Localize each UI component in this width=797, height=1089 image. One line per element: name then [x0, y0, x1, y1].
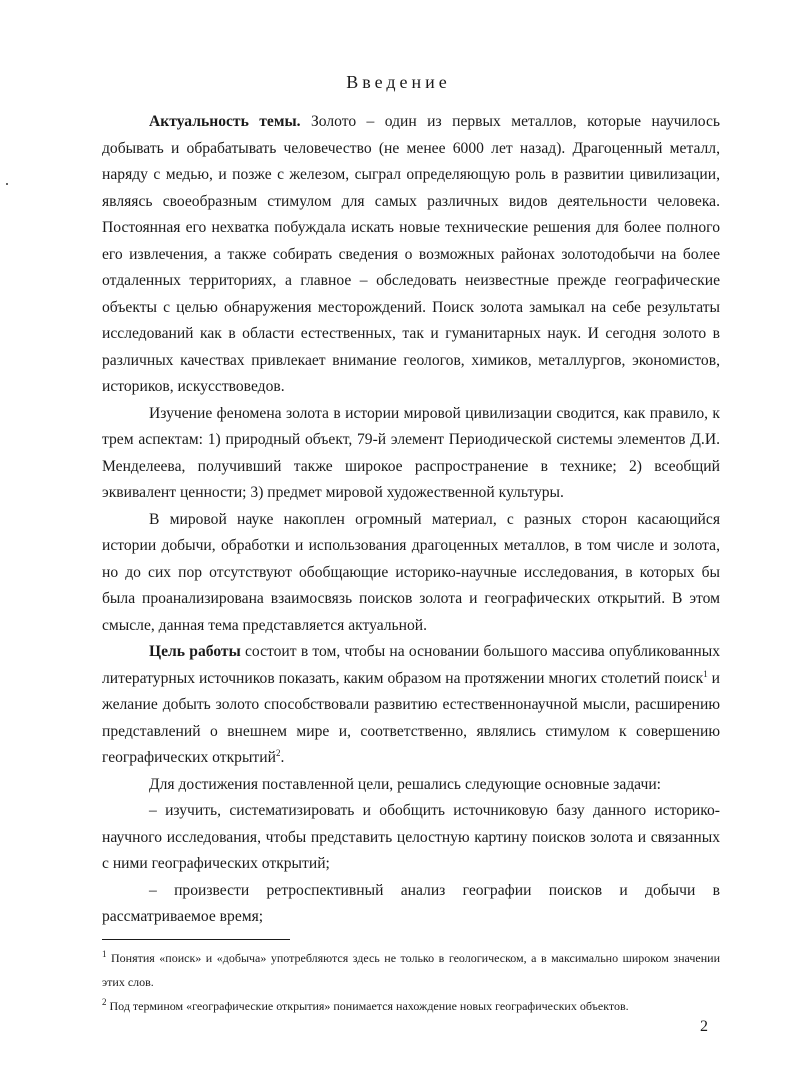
paragraph-relevance: [102, 109, 720, 401]
list-item: – изучить, систематизировать и обобщить источниковую базу данного историко-научного исследования, чтобы представить целостную картину поисков золота и связанных с ними географических открытий;: [102, 802, 720, 872]
goal-text-part1: состоит в том, чтобы на основании большого массива опубликованных литературных источников показать, каким образом на протяжении многих столетий поиск: [102, 643, 720, 687]
footnote-mark-1: 1: [102, 949, 107, 959]
main-text: [102, 109, 720, 931]
scan-speck: [6, 183, 8, 185]
paragraph-goal: [102, 639, 720, 772]
relevance-heading: Актуальность темы.: [149, 113, 301, 130]
footnote-text-1: Понятия «поиск» и «добыча» употребляются здесь не только в геологическом, а в максимально широком значении этих слов.: [102, 951, 720, 989]
footnote-mark-2: 2: [102, 997, 107, 1007]
list-item: – произвести ретроспективный анализ географии поисков и добычи в рассматриваемое время;: [102, 881, 720, 925]
paragraph-research-gap: В мировой науке накоплен огромный материал, с разных сторон касающийся истории добычи, обработки и использования драгоценных металлов, в том числе и золота, но до сих пор отсутствуют обобщающие историко-научные исследования, в которых бы была проанализирована взаимосвязь поисков золота и географических открытий. В этом смысле, данная тема представляется актуальной.: [102, 510, 720, 634]
footnote-text-2: Под термином «географические открытия» понимается нахождение новых географических объектов.: [106, 999, 629, 1013]
goal-text-part2: и желание добыть золото способствовали развитию естественнонаучной мысли, расширению представлений о внешнем мире и, соответственно, являлись стимулом к совершению географических открытий: [102, 669, 720, 766]
footnote-ref-2[interactable]: 2: [275, 747, 281, 758]
goal-text-end: .: [280, 749, 285, 766]
paragraph-tasks-intro: Для достижения поставленной цели, решались следующие основные задачи:: [149, 775, 661, 793]
footnote-2: [102, 994, 720, 1018]
footnote-1: [102, 946, 720, 994]
footnotes: [102, 946, 720, 1018]
footnote-divider: [102, 939, 290, 940]
page-number: 2: [700, 1018, 708, 1035]
page-title: Введение: [346, 72, 451, 92]
goal-heading: Цель работы: [149, 643, 241, 660]
paragraph-aspects: Изучение феномена золота в истории мировой цивилизации сводится, как правило, к трем аспектам: 1) природный объект, 79-й элемент Периодической системы элементов Д.И. Менделеева, получивший также широкое распространение в технике; 2) всеобщий эквивалент ценности; 3) предмет мировой художественной культуры.: [102, 404, 720, 501]
footnote-ref-1[interactable]: 1: [703, 668, 708, 679]
relevance-text: Золото – один из первых металлов, которые научилось добывать и обрабатывать человечество (не менее 6000 лет назад). Драгоценный металл, наряду с медью, и позже с железом, сыграл определяющую роль в развитии цивилизации, являясь своеобразным стимулом для самых различных видов деятельности человека. Постоянная его нехватка побуждала искать новые технические решения для более полного его извлечения, а также собирать сведения о возможных районах золотодобычи на более отдаленных территориях, а главное – обследовать неизвестные прежде географические объекты с целью обнаружения месторождений. Поиск золота замыкал на себе результаты исследований как в области естественных, так и гуманитарных наук. И сегодня золото в различных качествах привлекает внимание геологов, химиков, металлургов, экономистов, историков, искусствоведов.: [102, 113, 720, 395]
